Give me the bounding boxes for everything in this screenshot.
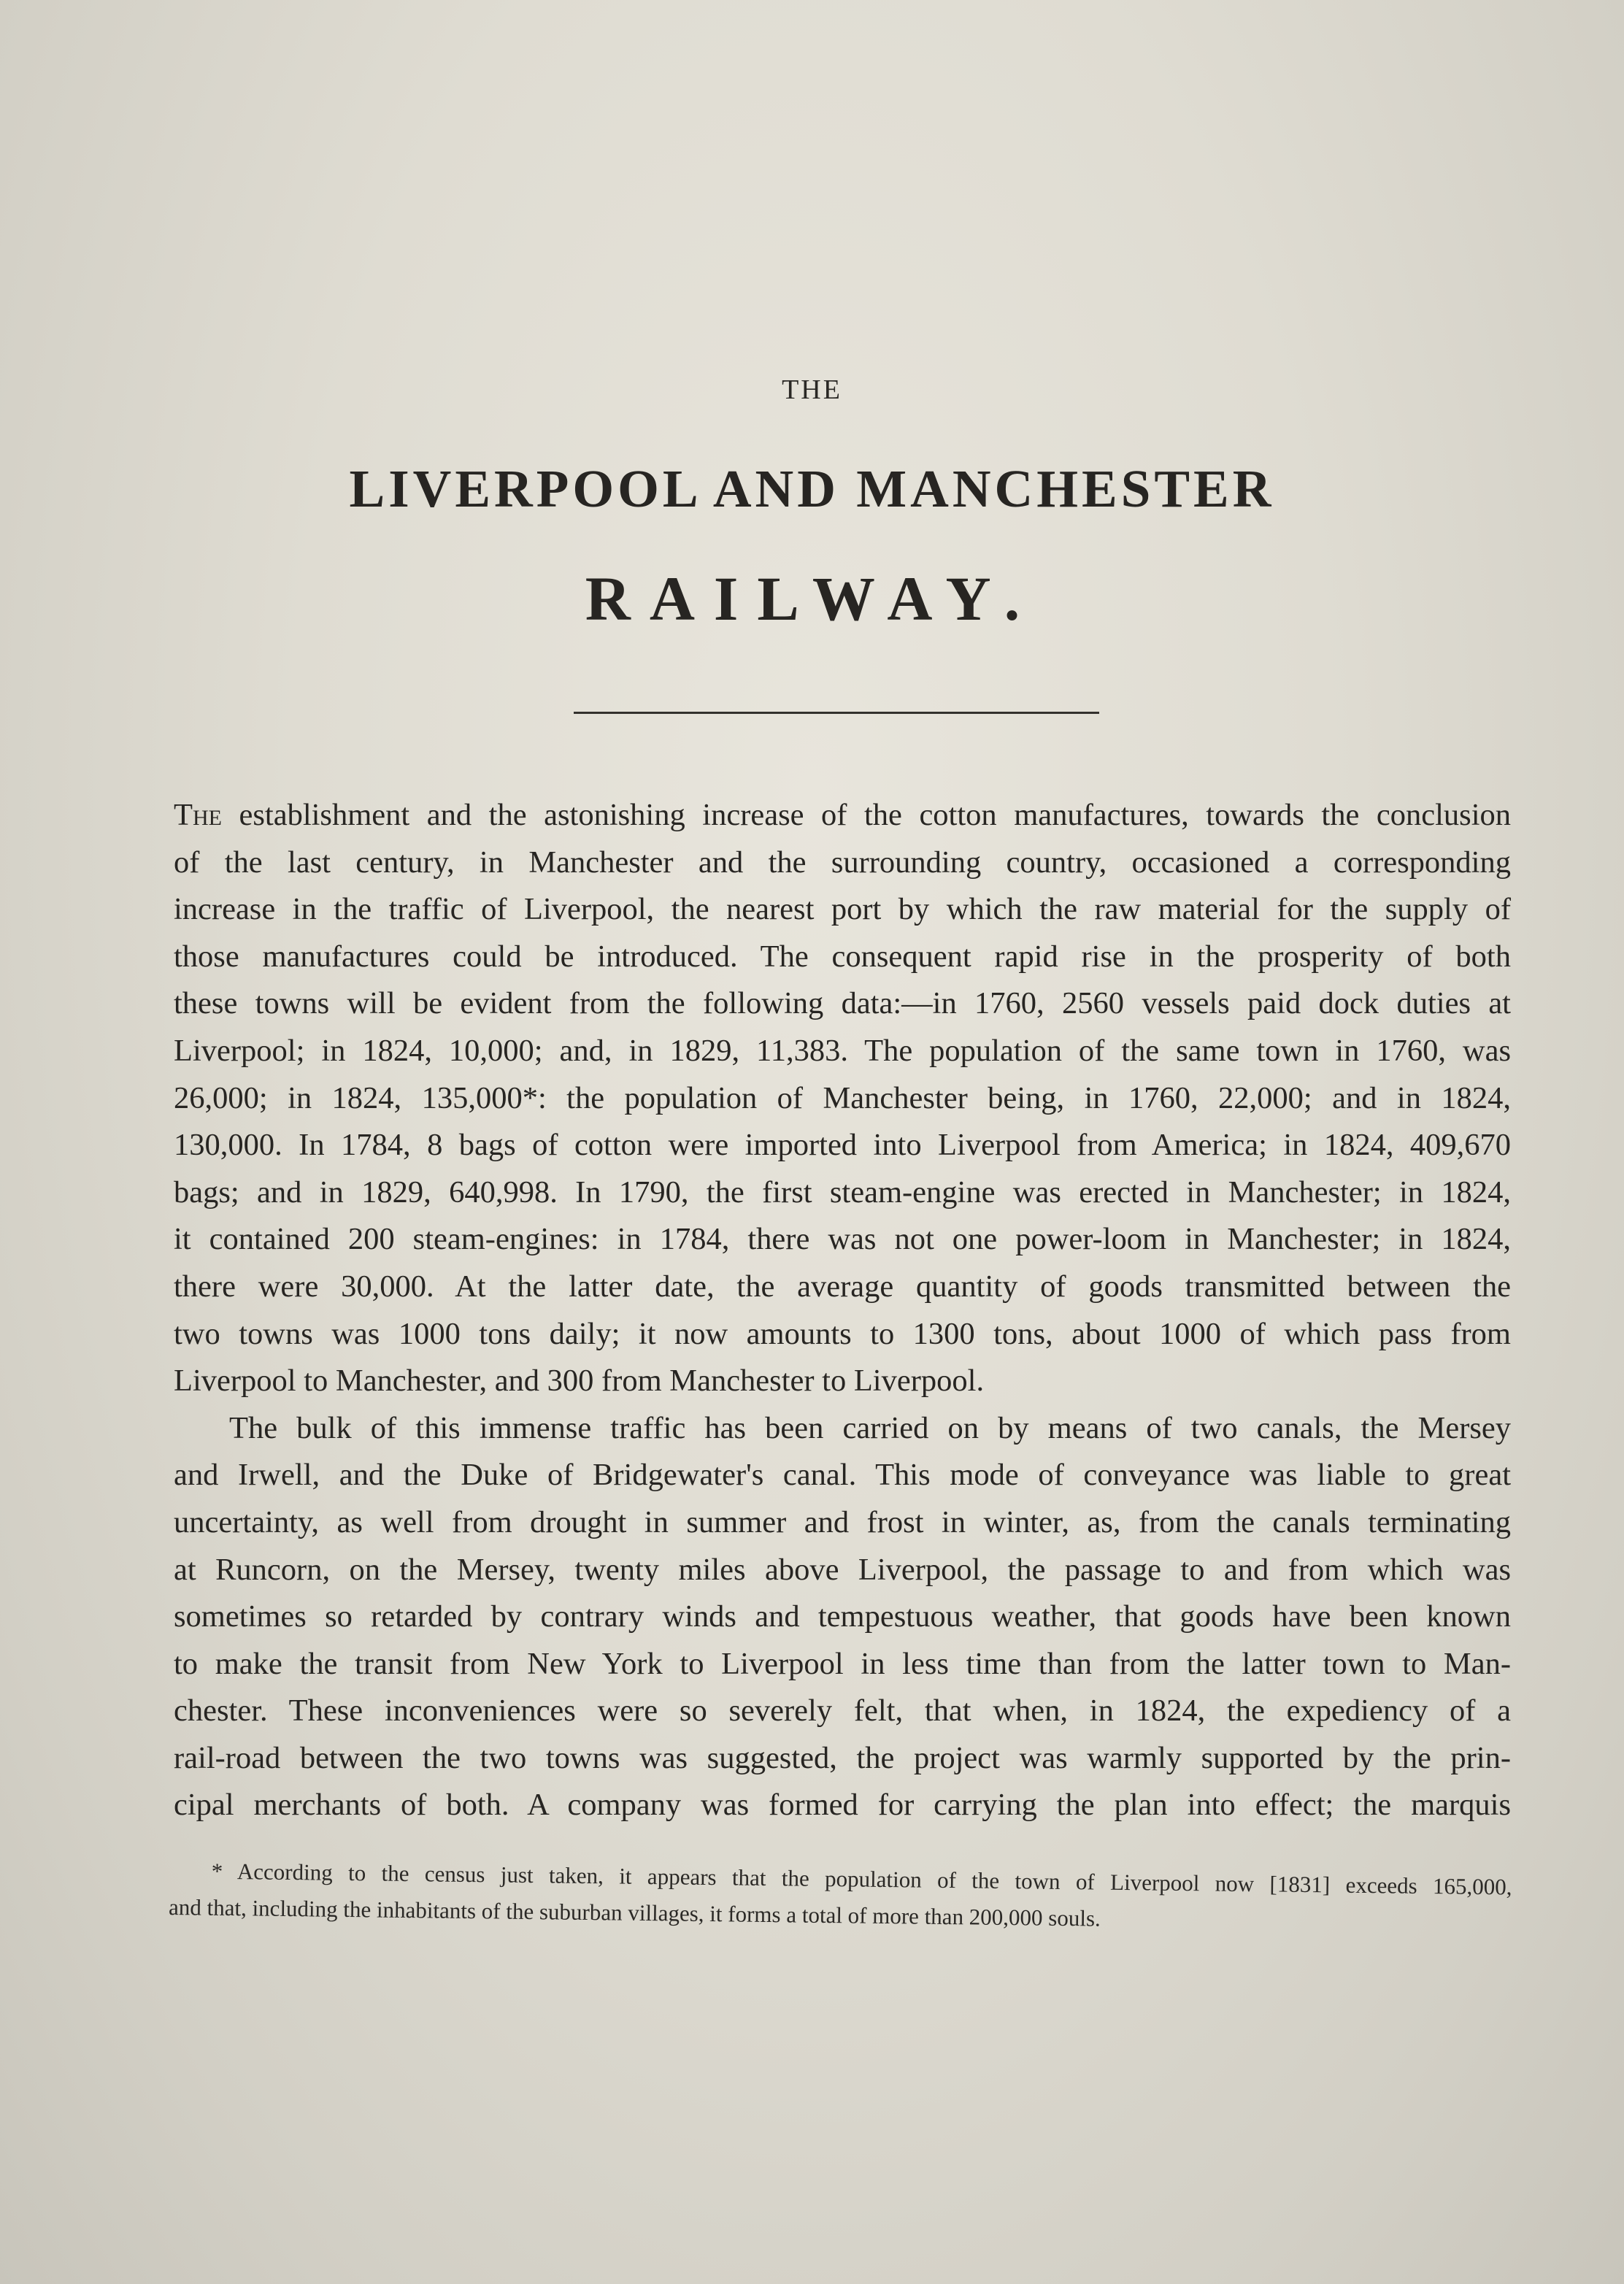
paragraph-1 (174, 792, 1511, 1405)
text-line: and Irwell, and the Duke of Bridgewater's canal. This mode of conveyance was liable to great (174, 1458, 1511, 1493)
text-line-rest: establishment and the astonishing increase of the cotton manufactures, towards the conclusion (221, 798, 1511, 832)
text-line: to make the transit from New York to Liverpool in less time than from the latter town to Man- (174, 1646, 1511, 1681)
title-rule-divider (574, 712, 1099, 714)
body-text (174, 792, 1511, 1829)
text-line: cipal merchants of both. A company was formed for carrying the plan into effect; the marquis (174, 1788, 1511, 1823)
footnote-line: and that, including the inhabitants of the suburban villages, it forms a total of more than 200,000 souls. (168, 1893, 1101, 1931)
text-line: bags; and in 1829, 640,998. In 1790, the first steam-engine was erected in Manchester; in 1824, (174, 1174, 1511, 1210)
text-line: it contained 200 steam-engines: in 1784, there was not one power-loom in Manchester; in 1824, (174, 1222, 1511, 1257)
text-line: rail-road between the two towns was suggested, the project was warmly supported by the prin- (174, 1740, 1511, 1775)
text-line: Liverpool to Manchester, and 300 from Manchester to Liverpool. (174, 1364, 985, 1399)
text-line: two towns was 1000 tons daily; it now amounts to 1300 tons, about 1000 of which pass from (174, 1316, 1511, 1351)
text-line: chester. These inconveniences were so severely felt, that when, in 1824, the expediency of a (174, 1693, 1511, 1729)
text-line: sometimes so retarded by contrary winds and tempestuous weather, that goods have been known (174, 1599, 1511, 1634)
paragraph-2 (174, 1405, 1511, 1829)
text-line: increase in the traffic of Liverpool, the nearest port by which the raw material for the supply of (174, 892, 1511, 927)
text-line: 130,000. In 1784, 8 bags of cotton were imported into Liverpool from America; in 1824, 409,670 (174, 1128, 1511, 1163)
text-line: there were 30,000. At the latter date, the average quantity of goods transmitted between the (174, 1269, 1511, 1304)
text-line: Liverpool; in 1824, 10,000; and, in 1829, 11,383. The population of the same town in 1760, was (174, 1033, 1511, 1068)
page-subtitle: RAILWAY. (585, 564, 1039, 634)
footnote (169, 1853, 1512, 1942)
page-title: LIVERPOOL AND MANCHESTER (349, 459, 1275, 518)
header-the: THE (782, 374, 842, 405)
text-line: of the last century, in Manchester and the surrounding country, occasioned a corresponding (174, 845, 1511, 880)
text-line: at Runcorn, on the Mersey, twenty miles above Liverpool, the passage to and from which was (174, 1552, 1511, 1587)
drop-cap-word: The (174, 798, 222, 832)
text-line: 26,000; in 1824, 135,000*: the population of Manchester being, in 1760, 22,000; and in 1824, (174, 1080, 1511, 1115)
footnote-line: * According to the census just taken, it appears that the population of the town of Liverpool now [1831] exceeds 165,000, (211, 1858, 1512, 1900)
text-line (174, 792, 1511, 839)
text-line: The bulk of this immense traffic has been carried on by means of two canals, the Mersey (229, 1410, 1511, 1445)
text-line: those manufactures could be introduced. The consequent rapid rise in the prosperity of both (174, 939, 1511, 974)
text-line: uncertainty, as well from drought in summer and frost in winter, as, from the canals terminating (174, 1504, 1511, 1539)
text-line: these towns will be evident from the following data:—in 1760, 2560 vessels paid dock duties at (174, 986, 1511, 1021)
